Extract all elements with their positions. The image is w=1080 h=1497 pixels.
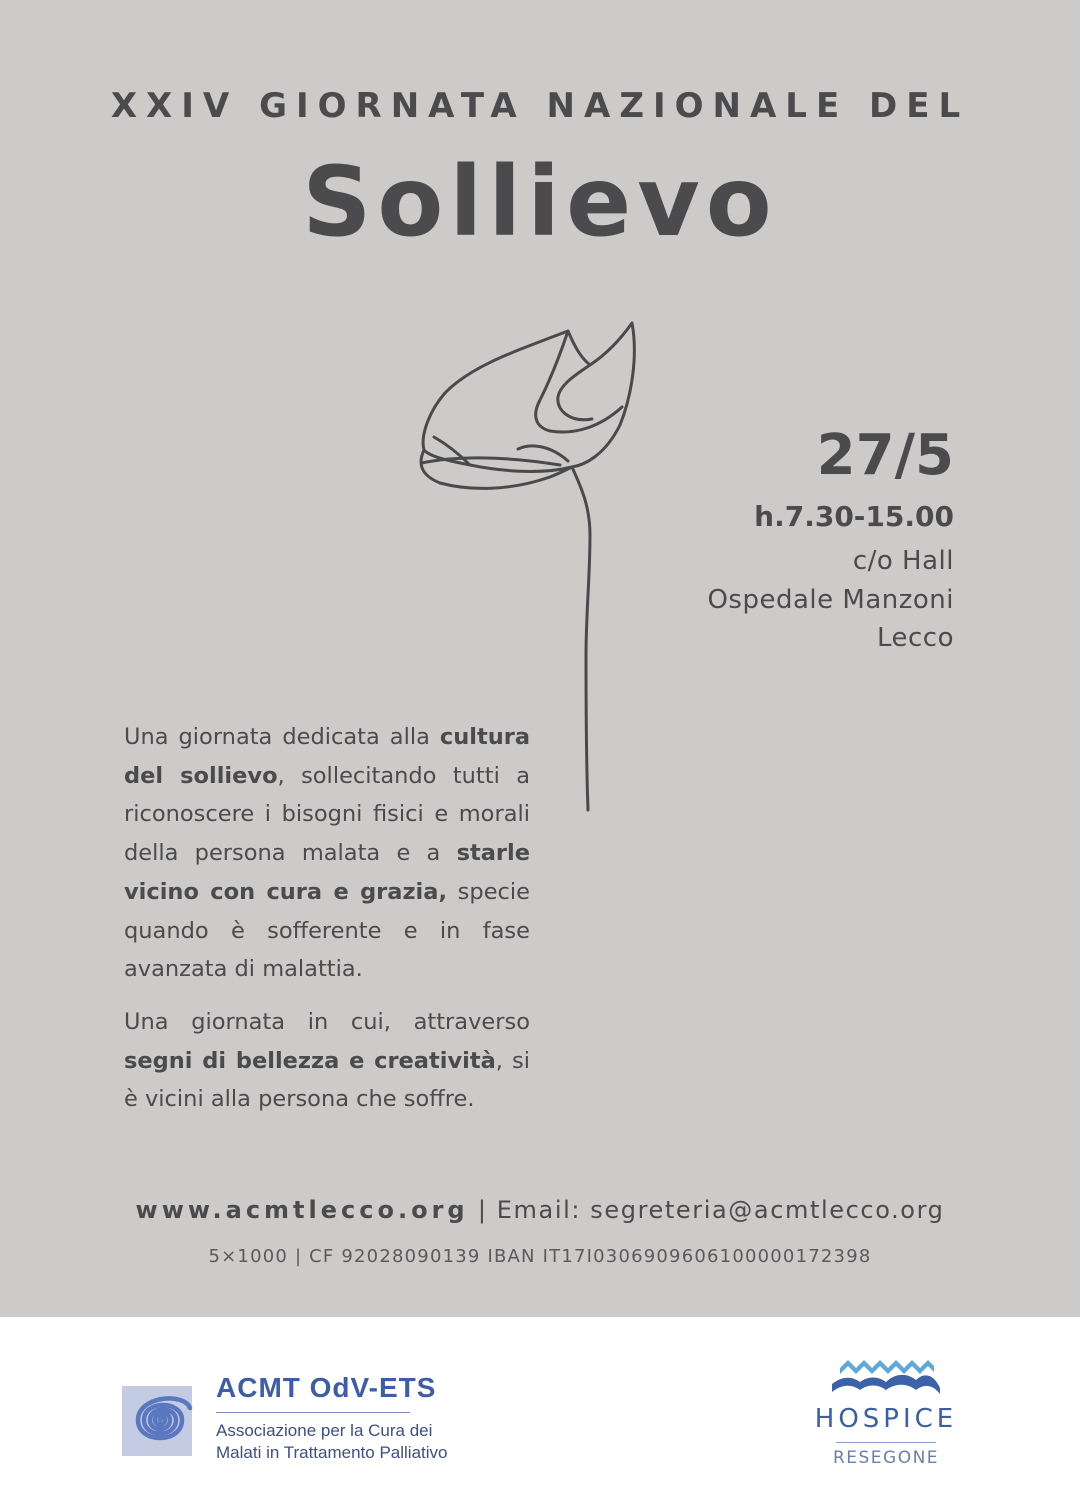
page-title: Sollievo bbox=[302, 146, 778, 258]
description-paragraph-2 bbox=[124, 1003, 530, 1119]
fiscal-info: 5×1000 | CF 92028090139 IBAN IT17I0306909606100000172398 bbox=[208, 1246, 872, 1267]
description-paragraph-1 bbox=[124, 718, 530, 989]
acmt-subtitle-line-2: Malati in Trattamento Palliativo bbox=[216, 1443, 448, 1462]
p1-text-a: Una giornata dedicata alla bbox=[124, 724, 440, 750]
website-link[interactable]: www.acmtlecco.org bbox=[135, 1196, 469, 1224]
acmt-divider bbox=[216, 1412, 410, 1413]
p2-text-a: Una giornata in cui, attraverso bbox=[124, 1008, 530, 1035]
p2-bold-beauty: segni di bellezza e creatività bbox=[124, 1047, 496, 1074]
acmt-subtitle-line-1: Associazione per la Cura dei bbox=[216, 1421, 433, 1440]
waves-icon bbox=[830, 1358, 944, 1402]
p2-text-c: , si è vicini alla persona che soffre. bbox=[124, 1047, 530, 1113]
event-date: 27/5 bbox=[816, 423, 954, 488]
p1-text-c: , sollecitando tutti a riconoscere i bisogni fisici e morali della persona malata e a bbox=[124, 762, 530, 867]
p1-bold-culture: cultura del sollievo bbox=[124, 724, 530, 789]
hospice-divider bbox=[836, 1442, 936, 1443]
email-link[interactable]: Email: segreteria@acmtlecco.org bbox=[496, 1196, 945, 1224]
event-place-line-1: c/o Hall bbox=[852, 546, 954, 576]
acmt-name: ACMT OdV-ETS bbox=[216, 1372, 437, 1403]
description bbox=[124, 718, 530, 1119]
p1-bold-care: starle vicino con cura e grazia, bbox=[124, 840, 530, 905]
event-place-line-2: Ospedale Manzoni bbox=[707, 584, 954, 615]
event-info bbox=[707, 418, 954, 658]
contacts-line bbox=[0, 1196, 1080, 1224]
event-time: h.7.30-15.00 bbox=[754, 500, 954, 533]
contacts-separator: | bbox=[468, 1196, 497, 1224]
event-place-line-3: Lecco bbox=[876, 623, 954, 653]
hospice-subtitle: RESEGONE bbox=[832, 1448, 940, 1468]
pre-title: XXIV GIORNATA NAZIONALE DEL bbox=[110, 86, 970, 126]
spiral-icon bbox=[120, 1378, 200, 1458]
p1-text-e: specie quando è sofferente e in fase avanzata di malattia. bbox=[124, 878, 530, 983]
acmt-subtitle bbox=[216, 1420, 476, 1464]
hospice-name: HOSPICE bbox=[814, 1404, 958, 1434]
